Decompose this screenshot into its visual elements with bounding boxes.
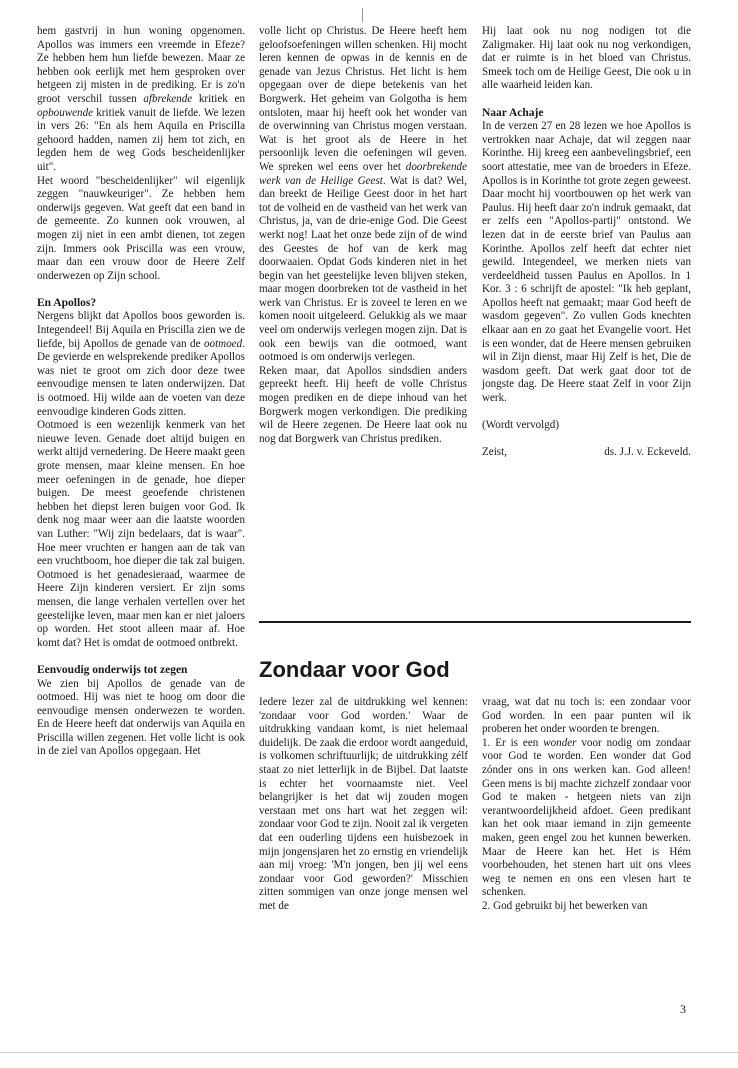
column-1 <box>37 25 245 759</box>
section-divider <box>259 621 691 623</box>
paragraph: Hij laat ook nu nog nodigen tot die Zaligmaker. Hij laat ook nu nog verkondigen, dat er ruimte is in het bloed van Christus. Smeek toch om de Heilige Geest, Die ook u in alle waarheid leiden kan. <box>482 25 691 92</box>
paragraph: Het woord "bescheidenlijker" wil eigenlijk zeggen "nauwkeuriger". Ze hebben hem onderwijs gegeven. Wat geeft dat een band in de gemeente. Zo kunnen ook vrouwen, al mogen zij niet in een ambt dienen, tot zegen zijn. Immers ook Priscilla was een vrouw, maar dan een vrouw door de Heere Zelf onderwezen op Zijn school. <box>37 174 245 282</box>
signature-author: ds. J.J. v. Eckeveld. <box>604 446 691 459</box>
continued-note: (Wordt vervolgd) <box>482 419 560 432</box>
article2-column-a <box>259 696 468 914</box>
section-heading: Eenvoudig onderwijs tot zegen <box>37 663 188 676</box>
paragraph: Reken maar, dat Apollos sindsdien anders gepreekt heeft. Hij heeft de volle Christus mogen prediken en de diepe inhoud van het Borgwerk mogen verkondigen. Die prediking wil de Heere zegenen. De Heere laat ook nu nog dat Borgwerk van Christus prediken. <box>259 364 467 445</box>
paragraph: 1. Er is een wonder voor nodig om zondaar voor God te worden. Een wonder dat God zónder ons in ons werken kan. God alleen! Geen mens is bij machte zichzelf zondaar voor God te maken - hetgeen niets van zijn verantwoordelijkheid afdoet. Geen predikant kan het ook maar iemand in zijn gemeente maken, geen engel zou het kunnen bewerken. Maar de Heere kan het. Het is Hém voorbehouden, het stenen hart uit ons vlees weg te nemen en ons een vlesen hart te schenken. <box>482 736 691 899</box>
signature-place: Zeist, <box>482 446 507 459</box>
paragraph: Iedere lezer zal de uitdrukking wel kennen: 'zondaar voor God worden.' Waar de uitdrukking vandaan komt, is niet helemaal duidelijk. De zaak die erdoor wordt aangeduid, is volkomen schriftuurlijk; de uitdrukking zélf staat zo niet letterlijk in de Bijbel. Dat laatste is echter het voornaamste niet. Veel belangrijker is het dat wij zouden mogen verstaan met ons hart wat het zeggen wil: zondaar voor God te zijn. Nooit zal ik vergeten dat een ouderling tijdens een huisbezoek in mijn jongensjaren het zo ernstig en vriendelijk aan mij vroeg: 'M'n jongen, ben jij wel eens zondaar voor God geworden?' Misschien zitten sommigen van onze jonge mensen wel met de <box>259 696 468 912</box>
column-2 <box>259 25 467 446</box>
paragraph: volle licht op Christus. De Heere heeft hem geloofsoefeningen willen schenken. Hij mocht leren kennen de opwas in de kennis en de genade van Jezus Christus. Het licht is hem opgegaan over de diepe betekenis van het Borgwerk. Het geheim van Golgotha is hem ontsloten, maar hij heeft ook het wonder van de overwinning van Christus mogen verstaan. Wat is het groot als de Heere in het persoonlijk leven die oefeningen wil geven. We spreken wel eens over het doorbrekende werk van de Heilige Geest. Wat is dat? Wel, dan breekt de Heilige Geest door in het hart tot de volheid en de vastheid van het werk van Christus, ja, van de drie-enige God. Die Geest werkt nog! Laat het onze bede zijn of de wind des Geestes de hof van de kerk mag doorwaaien. Opdat Gods kinderen niet in het begin van het geestelijke leven blijven steken, maar mogen doorbreken tot de vastheid in het werk van Christus. Er is zoveel te leren en we komen nooit uitgeleerd. Gelukkig als we maar veel om onderwijs verlegen mogen zijn. Dat is ook een bewijs van die ootmoed, want ootmoed is om onderwijs verlegen. <box>259 25 468 364</box>
column-3 <box>482 25 691 460</box>
page-edge <box>0 1052 738 1053</box>
paragraph: We zien bij Apollos de genade van de ootmoed. Hij was niet te hoog om door die eenvoudige mensen onderwezen te worden. En de Heere heeft dat onderwijs van Aquila en Priscilla willen zegenen. Het volle licht is ook in de ziel van Apollos opgegaan. Het <box>37 677 245 758</box>
paragraph: Ootmoed is een wezenlijk kenmerk van het nieuwe leven. Genade doet altijd buigen en werkt altijd vernedering. De Heere maakt geen grote mensen, maar kleine mensen. En hoe meer oefeningen in de genade, hoe dieper buigen. De meest geoefende christenen hebben het diepst leren buigen voor God. Ik denk nog maar weer aan die laatste woorden van Luther: "Wij zijn bedelaars, dat is waar". Hoe meer vruchten er hangen aan de tak van een vruchtboom, hoe dieper die tak zal buigen. Ootmoed is het genadesieraad, waarmee de Heere Zijn kinderen versiert. Er zijn soms mensen, die lange verhalen vertellen over het geestelijke leven, maar men kan er niet jaloers op worden. Het stoot alleen maar af. Hoe komt dat? Het is omdat de ootmoed ontbrekt. <box>37 419 245 649</box>
section-heading: En Apollos? <box>37 296 97 309</box>
paragraph: Nergens blijkt dat Apollos boos geworden is. Integendeel! Bij Aquila en Priscilla zien we de liefde, bij Apollos de genade van de ootmoed. De gevierde en welsprekende prediker Apollos was niet te groot om zich door deze twee eenvoudige mensen te laten onderwijzen. Dat is ootmoed. Hij wilde aan de voeten van deze eenvoudige kinderen Gods zitten. <box>37 310 245 418</box>
signature-line <box>482 446 691 460</box>
paragraph: 2. God gebruikt bij het bewerken van <box>482 899 648 912</box>
section-heading: Naar Achaje <box>482 106 544 119</box>
crop-mark <box>362 8 363 22</box>
paragraph: hem gastvrij in hun woning opgenomen. Apollos was immers een vreemde in Efeze? Ze hebben hem hun liefde bewezen. Maar ze hebben ook eerlijk met hem gesproken over hetgeen zij misten in de prediking. Er is zo'n groot verschil tussen afbrekende kritiek en opbouwende kritiek vanuit de liefde. We lezen in vers 26: "En als hem Aquila en Priscilla gehoord hadden, namen zij hem tot zich, en legden hem de weg Gods bescheidenlijker uit". <box>37 25 245 173</box>
paragraph: vraag, wat dat nu toch is: een zondaar voor God worden. In een paar punten wil ik proberen het onder woorden te brengen. <box>482 696 691 736</box>
article2-column-b <box>482 696 691 914</box>
article-title: Zondaar voor God <box>259 657 450 682</box>
paragraph: In de verzen 27 en 28 lezen we hoe Apollos is vertrokken naar Achaje, dat wil zeggen naar Korinthe. Hij kreeg een aanbevelingsbrief, een soort attestatie, mee van de broeders in Efeze. Apollos is in Korinthe tot grote zegen geweest. Daar mocht hij voortbouwen op het werk van Paulus. Hij heeft daar zo'n indruk gemaakt, dat er zelfs een "Apollos-partij" ontstond. We lezen dat in de eerste brief van Paulus aan Korinthe. Apollos zelf heeft dat echter niet gewild. Integendeel, we merken niets van verdeeldheid tussen Paulus en Apollos. In 1 Kor. 3 : 6 schrijft de apostel: "Ik heb geplant, Apollos heeft nat gemaakt; maar God heeft de wasdom gegeven". Zo vullen Gods knechten elkaar aan en zo gaat het Evangelie voort. Het is een wonder, dat de Heere mensen gebruiken wil in Zijn dienst, maar Hij Zelf is het, Die de wasdom geeft. Dat werk gaat door tot de jongste dag. De Heere staat Zelf in voor Zijn werk. <box>482 120 691 405</box>
page-number: 3 <box>680 1002 686 1016</box>
